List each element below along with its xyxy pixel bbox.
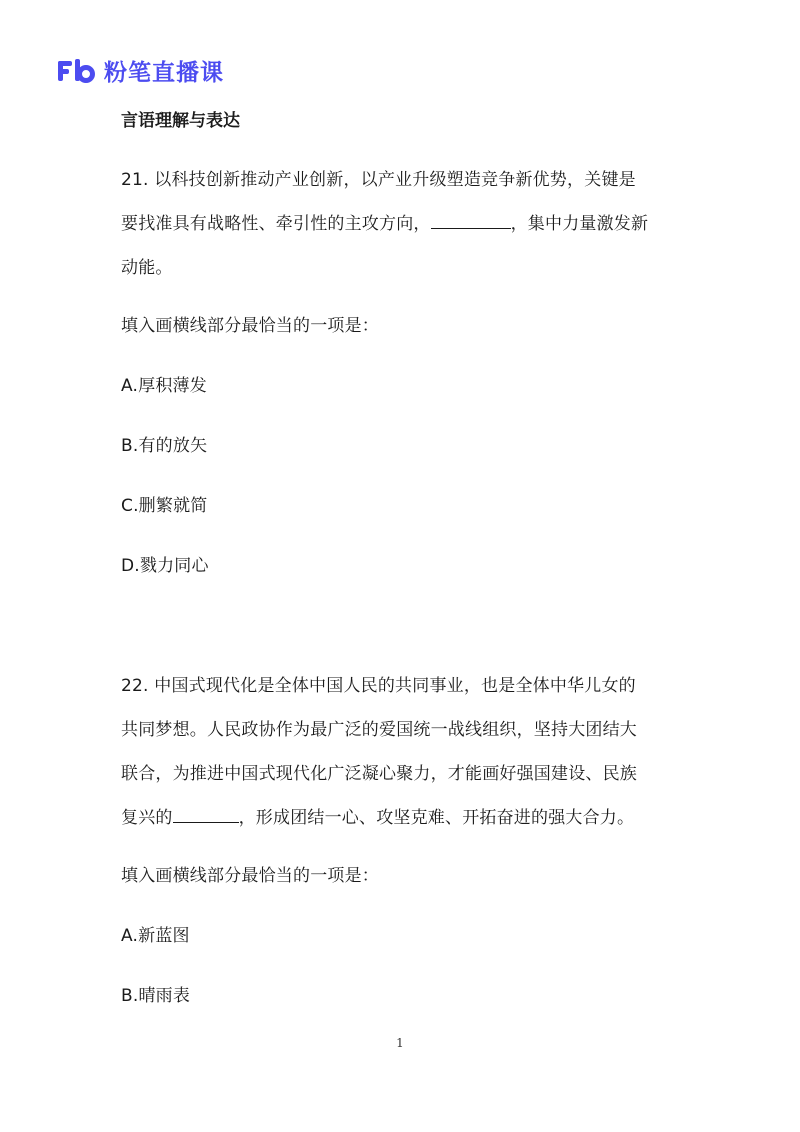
option-b: B.有的放矢 [121, 436, 208, 456]
fenbi-logo-icon [58, 59, 96, 83]
question-text-line: 22. 中国式现代化是全体中国人民的共同事业，也是全体中华儿女的 [121, 676, 636, 696]
fill-blank [431, 210, 511, 229]
option-a: A.新蓝图 [121, 926, 190, 946]
document-body [121, 104, 691, 1018]
logo-text: 粉笔直播课 [104, 60, 224, 86]
fill-blank [173, 804, 239, 823]
option-c: C.删繁就简 [121, 496, 208, 516]
question-text-segment: 要找准具有战略性、牵引性的主攻方向， [121, 214, 431, 234]
question-text-segment: 复兴的 [121, 808, 173, 828]
question-prompt: 填入画横线部分最恰当的一项是： [121, 866, 379, 886]
question-text-line: 动能。 [121, 258, 173, 278]
brand-header [58, 54, 224, 87]
question-21 [121, 158, 691, 588]
option-b: B.晴雨表 [121, 986, 191, 1006]
question-prompt: 填入画横线部分最恰当的一项是： [121, 316, 379, 336]
option-a: A.厚积薄发 [121, 376, 207, 396]
option-d: D.戮力同心 [121, 556, 209, 576]
question-text-segment: ，集中力量激发新 [510, 214, 649, 234]
section-title: 言语理解与表达 [121, 111, 240, 131]
question-text-segment: ，形成团结一心、攻坚克难、开拓奋进的强大合力。 [238, 808, 635, 828]
question-text-line: 共同梦想。人民政协作为最广泛的爱国统一战线组织，坚持大团结大 [121, 720, 637, 740]
page-number: 1 [396, 1036, 404, 1050]
question-text-line [121, 796, 691, 840]
question-22 [121, 664, 691, 1018]
question-text-line: 21. 以科技创新推动产业创新，以产业升级塑造竞争新优势，关键是 [121, 170, 636, 190]
question-text-line: 联合，为推进中国式现代化广泛凝心聚力，才能画好强国建设、民族 [121, 764, 637, 784]
question-text-line [121, 202, 691, 246]
